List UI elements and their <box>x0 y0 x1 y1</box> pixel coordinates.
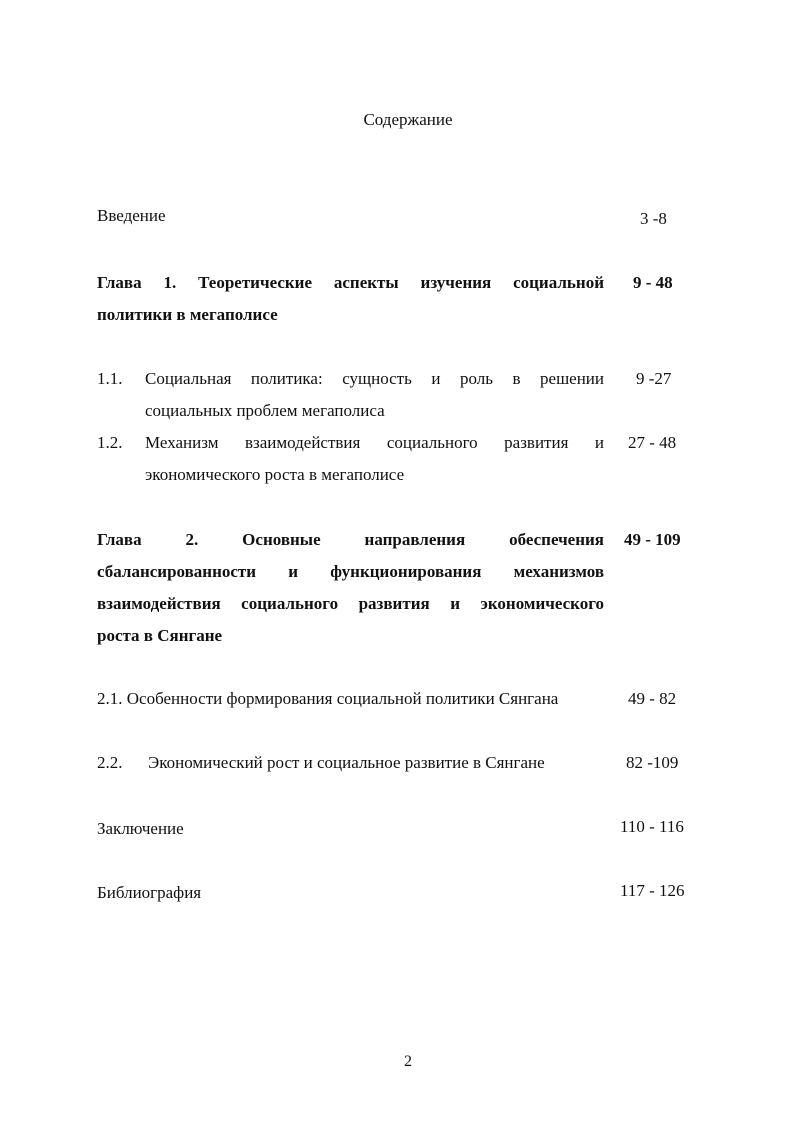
toc-pages-section-1-1: 9 -27 <box>636 369 672 388</box>
toc-section-2-2-number: 2.2. <box>97 753 123 772</box>
toc-chapter2-line1: Глава 2. Основные направления обеспечения <box>97 530 604 549</box>
toc-section-1-1-line1: Социальная политика: сущность и роль в решении <box>145 369 604 388</box>
toc-section-1-1-number: 1.1. <box>97 369 123 388</box>
toc-entry-intro: Введение <box>97 206 166 225</box>
toc-pages-chapter1: 9 - 48 <box>633 273 673 292</box>
toc-section-2-1: 2.1. Особенности формирования социальной политики Сянгана <box>97 689 559 708</box>
toc-pages-conclusion: 110 - 116 <box>620 817 684 836</box>
toc-chapter2-line4: роста в Сянгане <box>97 626 223 645</box>
toc-section-2-2: Экономический рост и социальное развитие в Сянгане <box>148 753 545 772</box>
toc-pages-intro: 3 -8 <box>640 209 667 228</box>
toc-section-1-2-line1: Механизм взаимодействия социального развития и <box>145 433 604 452</box>
toc-section-1-2-line2: экономического роста в мегаполисе <box>145 465 405 484</box>
toc-section-1-1-line2: социальных проблем мегаполиса <box>145 401 385 420</box>
toc-entry-conclusion: Заключение <box>97 819 184 838</box>
page-title: Содержание <box>363 110 453 129</box>
toc-section-1-2-number: 1.2. <box>97 433 123 452</box>
toc-chapter2-line2: сбалансированности и функционирования механизмов <box>97 562 604 581</box>
toc-pages-chapter2: 49 - 109 <box>624 530 681 549</box>
toc-chapter1-line1: Глава 1. Теоретические аспекты изучения социальной <box>97 273 604 292</box>
toc-pages-section-2-2: 82 -109 <box>626 753 679 772</box>
toc-chapter2-line3: взаимодействия социального развития и экономического <box>97 594 604 613</box>
toc-pages-bibliography: 117 - 126 <box>620 881 685 900</box>
page-number: 2 <box>404 1053 412 1070</box>
toc-pages-section-1-2: 27 - 48 <box>628 433 677 452</box>
toc-entry-bibliography: Библиография <box>97 883 202 902</box>
toc-chapter1-line2: политики в мегаполисе <box>97 305 278 324</box>
toc-pages-section-2-1: 49 - 82 <box>628 689 677 708</box>
